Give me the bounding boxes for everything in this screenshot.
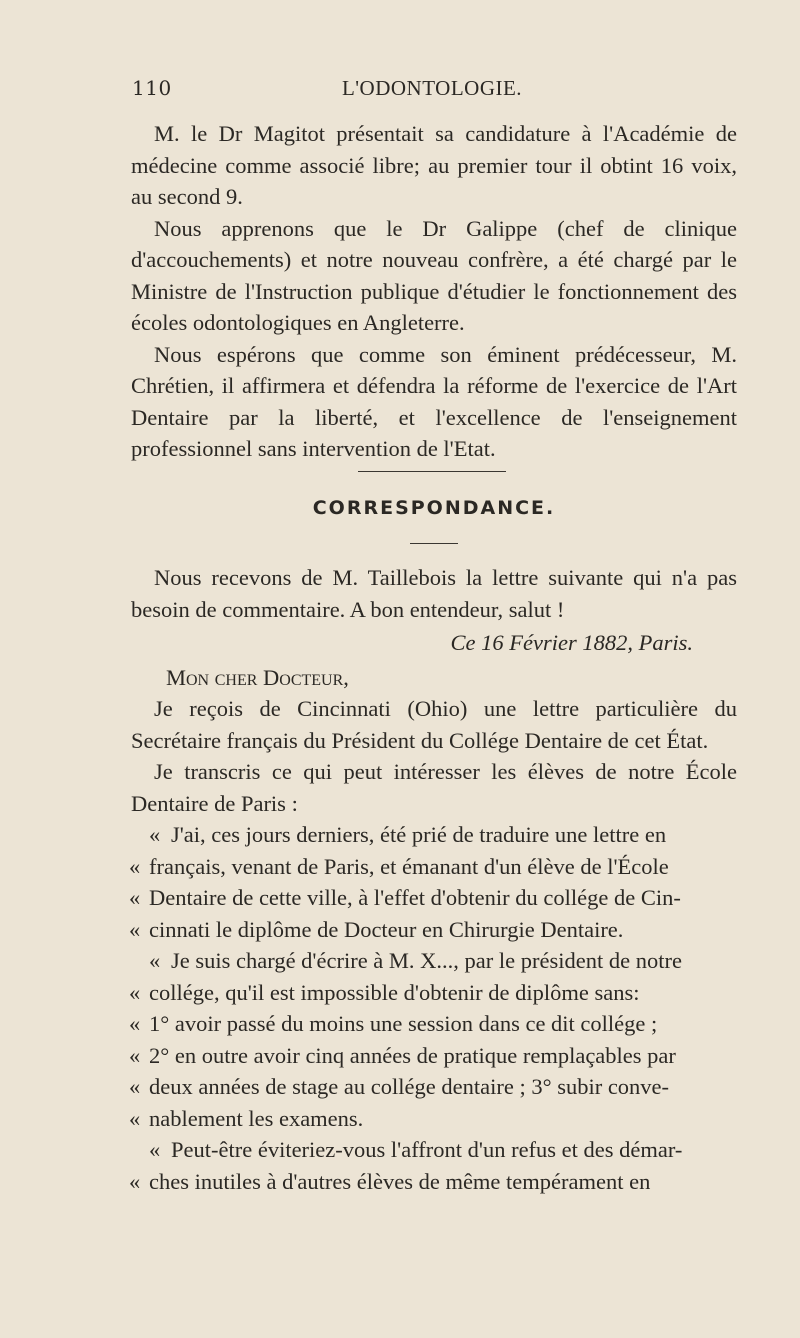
quote-line: « J'ai, ces jours derniers, été prié de traduire une lettre en: [131, 819, 737, 851]
quote-mark: «: [149, 1137, 161, 1162]
quote-mark: «: [129, 1168, 141, 1194]
quote-line: « collége, qu'il est impossible d'obtenir de diplôme sans:: [131, 977, 737, 1009]
quote-line: « deux années de stage au collége dentaire ; 3° subir conve-: [131, 1071, 737, 1103]
quote-line: « nablement les examens.: [131, 1103, 737, 1135]
section-divider-bottom: [410, 543, 458, 544]
paragraph: Nous espérons que comme son éminent prédécesseur, M. Chrétien, il affirmera et défendra la réforme de l'exercice de l'Art Dentaire par la liberté, et l'excellence de l'enseignement professionnel sans intervention de l'Etat.: [131, 341, 737, 461]
page-number: 110: [132, 76, 172, 100]
quote-mark: «: [129, 1074, 141, 1099]
quote-mark: «: [129, 853, 141, 879]
letter-dateline: Ce 16 Février 1882, Paris.: [450, 630, 693, 655]
section-divider-top: [358, 471, 506, 472]
quote-line: « 1° avoir passé du moins une session dans ce dit collége ;: [131, 1008, 737, 1040]
quote-line: « cinnati le diplôme de Docteur en Chirurgie Dentaire.: [131, 914, 737, 946]
quote-mark: «: [129, 916, 141, 942]
quote-mark: «: [129, 1105, 141, 1131]
letter-paragraph: Je reçois de Cincinnati (Ohio) une lettre particulière du Secrétaire français du Président du Collége Dentaire de cet État.: [131, 696, 737, 753]
letter-paragraph: Je transcris ce qui peut intéresser les élèves de notre École Dentaire de Paris :: [131, 759, 737, 816]
intro-paragraph: Nous recevons de M. Taillebois la lettre suivante qui n'a pas besoin de commentaire. A bon entendeur, salut !: [131, 565, 737, 622]
news-paragraphs: [131, 118, 737, 465]
quote-mark: «: [149, 948, 161, 973]
page-header: [132, 76, 732, 108]
quote-mark: «: [129, 885, 141, 910]
paragraph: Nous apprenons que le Dr Galippe (chef de clinique d'accouchements) et notre nouveau confrère, a été chargé par le Ministre de l'Instruction publique d'étudier le fonctionnement des écoles odontologiques en Angleterre.: [131, 215, 737, 335]
quote-line: « 2° en outre avoir cinq années de pratique remplaçables par: [131, 1040, 737, 1072]
running-head: L'ODONTOLOGIE.: [341, 76, 523, 100]
quote-mark: «: [149, 822, 161, 847]
paragraph: M. le Dr Magitot présentait sa candidature à l'Académie de médecine comme associé libre; au premier tour il obtint 16 voix, au second 9.: [131, 121, 737, 209]
quote-mark: «: [129, 1042, 141, 1068]
quote-line: « ches inutiles à d'autres élèves de même tempérament en: [131, 1166, 737, 1198]
quote-line: « Peut-être éviteriez-vous l'affront d'un refus et des démar-: [131, 1134, 737, 1166]
correspondence-body: [131, 562, 737, 1197]
quote-mark: «: [129, 1011, 141, 1036]
quote-block: [131, 819, 737, 1197]
section-title: CORRESPONDANCE.: [312, 497, 556, 519]
quote-mark: «: [129, 979, 141, 1005]
quote-line: « Je suis chargé d'écrire à M. X..., par le président de notre: [131, 945, 737, 977]
quote-line: « Dentaire de cette ville, à l'effet d'obtenir du collége de Cin-: [131, 882, 737, 914]
letter-salutation: Mon cher Docteur,: [166, 664, 349, 690]
quote-line: « français, venant de Paris, et émanant d'un élève de l'École: [131, 851, 737, 883]
